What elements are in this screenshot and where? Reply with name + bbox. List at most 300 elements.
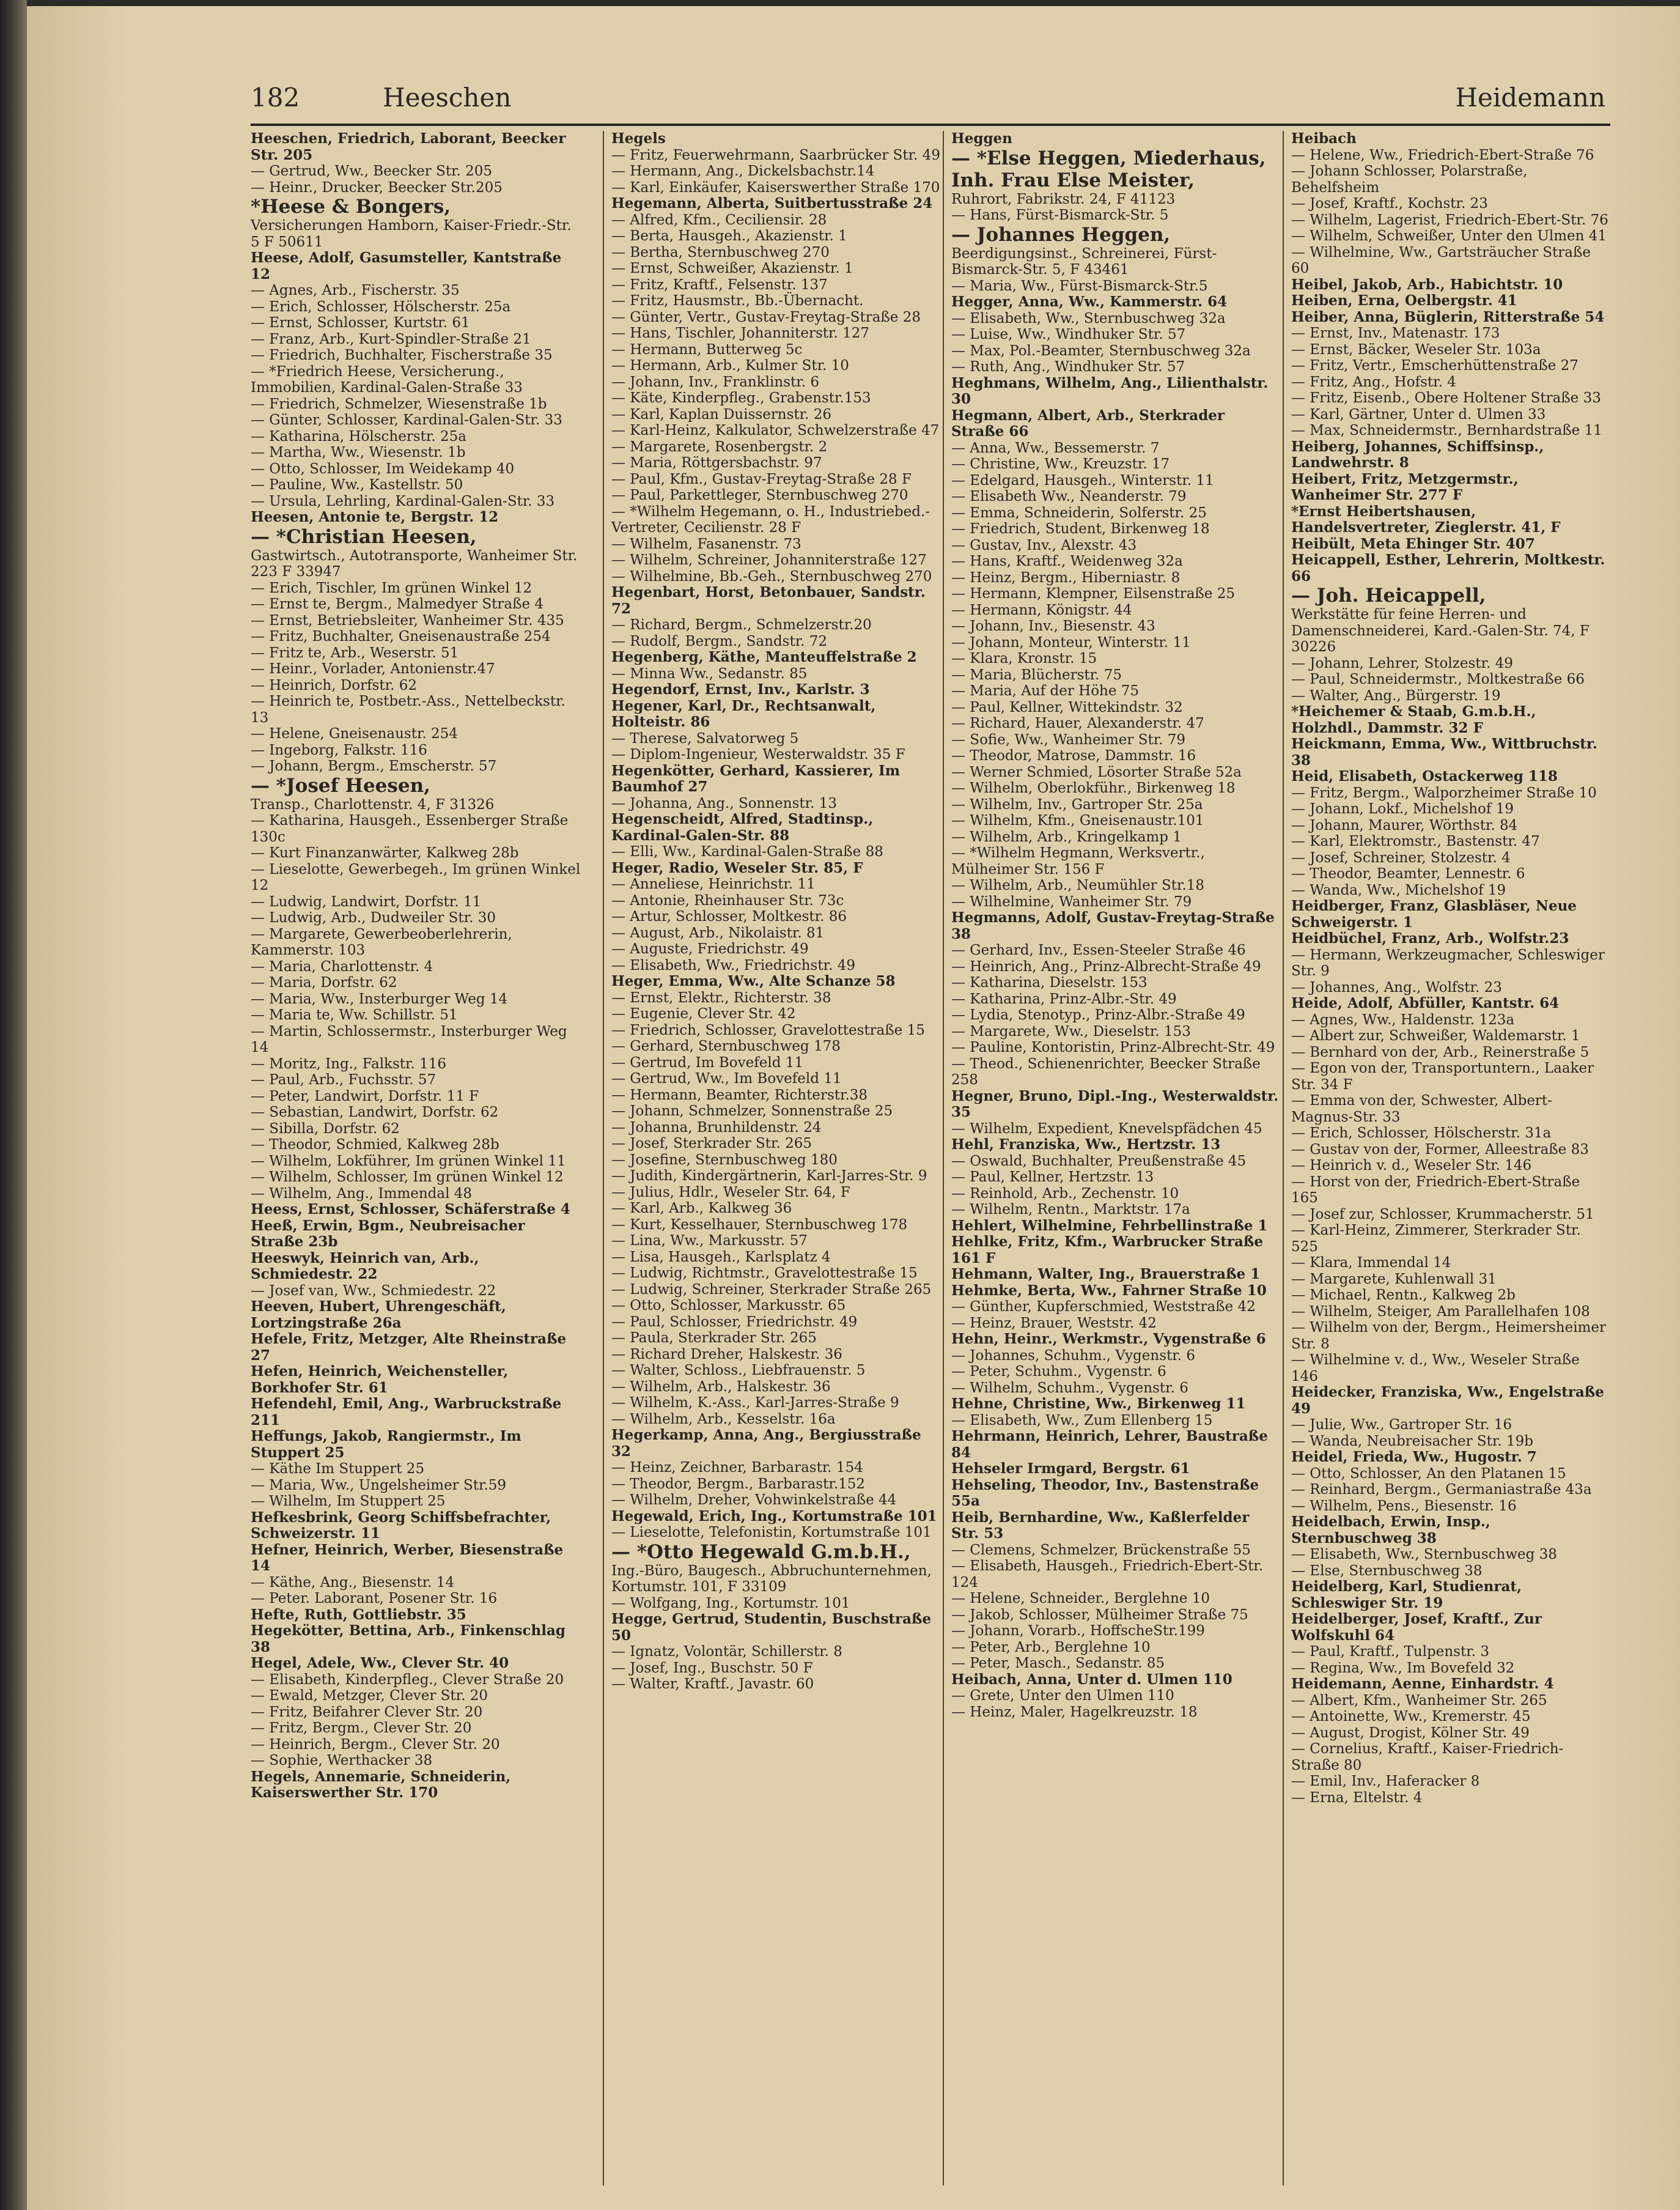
directory-entry: — Hermann, Königstr. 44	[951, 602, 1132, 618]
directory-entry: — Pauline, Kontoristin, Prinz-Albrecht-Str. 49	[951, 1040, 1275, 1055]
directory-entry: — Ingeborg, Falkstr. 116	[251, 742, 427, 758]
directory-entry: — Hermann, Klempner, Eilsenstraße 25	[951, 586, 1235, 602]
directory-entry: Hefele, Fritz, Metzger, Alte Rheinstraße 27	[251, 1331, 572, 1364]
directory-entry: Heese, Adolf, Gasumsteller, Kantstraße 12	[251, 249, 567, 283]
directory-entry: — Sofie, Ww., Wanheimer Str. 79	[951, 731, 1186, 748]
directory-entry: — Wilhelm, K.-Ass., Karl-Jarres-Straße 9	[611, 1395, 899, 1411]
directory-entry: — Josef, Ing., Buschstr. 50 F	[611, 1660, 813, 1676]
directory-entry: — Ursula, Lehrling, Kardinal-Galen-Str. 33	[251, 493, 555, 509]
directory-entry: — Reinhard, Bergm., Germaniastraße 43a	[1291, 1482, 1592, 1498]
directory-entry: — Josefine, Sternbuschweg 180	[611, 1151, 838, 1168]
directory-entry: Ruhrort, Fabrikstr. 24, F 41123	[951, 191, 1176, 207]
directory-entry: Gastwirtsch., Autotransporte, Wanheimer Str. 223 F 33947	[251, 547, 582, 580]
directory-entry: Heidelberg, Karl, Studienrat, Schleswiger Str. 19	[1291, 1578, 1527, 1611]
directory-entry: — Elisabeth, Ww., Sternbuschweg 32a	[951, 310, 1226, 327]
directory-entry: — Erna, Eltelstr. 4	[1291, 1789, 1423, 1806]
directory-entry: Hehlert, Wilhelmine, Fehrbellinstraße 1	[951, 1217, 1268, 1234]
directory-entry: — Otto, Schlosser, Im Weidekamp 40	[251, 460, 515, 477]
directory-entry: — Katharina, Prinz-Albr.-Str. 49	[951, 991, 1177, 1007]
directory-entry: — Johanna, Brunhildenstr. 24	[611, 1119, 822, 1136]
directory-entry: — Lieselotte, Gewerbegeh., Im grünen Winkel 12	[251, 861, 585, 893]
directory-entry: — Maria, Röttgersbachstr. 97	[611, 455, 822, 471]
directory-entry: — Wilhelm, Rentn., Marktstr. 17a	[951, 1202, 1190, 1218]
directory-entry: — Theodor, Beamter, Lennestr. 6	[1291, 866, 1525, 882]
directory-entry: — Margarete, Kuhlenwall 31	[1291, 1271, 1497, 1287]
directory-entry: Hegenbart, Horst, Betonbauer, Sandstr. 72	[611, 584, 930, 617]
directory-entry: — Paul, Schneidermstr., Moltkestraße 66	[1291, 671, 1585, 687]
directory-entry: Heibel, Jakob, Arb., Habichtstr. 10	[1291, 276, 1563, 293]
directory-entry: — Fritz, Bergm., Walporzheimer Straße 10	[1291, 785, 1597, 801]
directory-entry: — Hermann, Arb., Kulmer Str. 10	[611, 358, 849, 374]
directory-entry: — Michael, Rentn., Kalkweg 2b	[1291, 1287, 1516, 1303]
directory-entry: — Johann, Monteur, Winterstr. 11	[951, 634, 1191, 651]
directory-entry: — Alfred, Kfm., Ceciliensir. 28	[611, 212, 827, 228]
directory-entry: — Elisabeth Ww., Neanderstr. 79	[951, 489, 1187, 504]
directory-entry: Hegels	[611, 130, 666, 147]
directory-entry: — Erich, Tischler, Im grünen Winkel 12	[251, 580, 532, 596]
directory-entry: Hegemann, Alberta, Suitbertusstraße 24	[611, 195, 933, 212]
running-header	[251, 75, 1610, 126]
directory-entry: — Emma von der, Schwester, Albert-Magnus-Str. 33	[1291, 1093, 1552, 1125]
directory-entry: — Hermann, Werkzeugmacher, Schleswiger Str. 9	[1291, 947, 1610, 979]
directory-entry: — Erich, Schlosser, Hölscherstr. 31a	[1291, 1125, 1552, 1141]
directory-entry: Hegel, Adele, Ww., Clever Str. 40	[251, 1655, 509, 1671]
directory-entry: — Ernst, Betriebsleiter, Wanheimer Str. 435	[251, 612, 564, 629]
directory-entry: — Ewald, Metzger, Clever Str. 20	[251, 1688, 488, 1704]
directory-entry: Hehmann, Walter, Ing., Brauerstraße 1	[951, 1266, 1261, 1282]
directory-entry: — Theodor, Schmied, Kalkweg 28b	[251, 1137, 499, 1153]
directory-entry: — Hans, Kraftf., Weidenweg 32a	[951, 553, 1183, 569]
directory-entry: — Maria, Ww., Ungelsheimer Str.59	[251, 1477, 507, 1493]
directory-entry: Hehl, Franziska, Ww., Hertzstr. 13	[951, 1136, 1221, 1153]
directory-entry: — Heinr., Vorlader, Antonienstr.47	[251, 661, 495, 677]
directory-entry: — Johann, Inv., Biesenstr. 43	[951, 618, 1155, 634]
directory-entry: — Lieselotte, Telefonistin, Kortumstraße 101	[611, 1524, 932, 1540]
directory-entry: — Jakob, Schlosser, Mülheimer Straße 75	[951, 1606, 1248, 1623]
directory-entry: Heidelberger, Josef, Kraftf., Zur Wolfskuhl 64	[1291, 1611, 1547, 1644]
directory-entry: — Johann, Schmelzer, Sonnenstraße 25	[611, 1103, 893, 1119]
directory-entry: — Horst von der, Friedrich-Ebert-Straße 165	[1291, 1173, 1585, 1206]
directory-entry: — Johanna, Ang., Sonnenstr. 13	[611, 795, 837, 811]
directory-entry: — Franz, Arb., Kurt-Spindler-Straße 21	[251, 331, 531, 347]
directory-entry: — Johann Schlosser, Polarstraße, Behelfsheim	[1291, 163, 1532, 196]
directory-entry: — Margarete, Gewerbeoberlehrerin, Kammerstr. 103	[251, 926, 517, 958]
directory-entry: — *Josef Heesen,	[251, 774, 430, 797]
directory-entry: — Hermann, Butterweg 5c	[611, 341, 803, 358]
directory-entry: — Wilhelm, Lokführer, Im grünen Winkel 11	[251, 1153, 566, 1169]
directory-entry: — Erich, Schlosser, Hölscherstr. 25a	[251, 298, 511, 315]
directory-entry: — Reinhold, Arb., Zechenstr. 10	[951, 1185, 1179, 1202]
directory-entry: — Wilhelm, Arb., Halskestr. 36	[611, 1378, 831, 1395]
directory-entry: Heeschen, Friedrich, Laborant, Beecker Str. 205	[251, 130, 571, 163]
directory-entry: — Werner Schmied, Lösorter Straße 52a	[951, 764, 1242, 780]
directory-entry: — Paul, Parkettleger, Sternbuschweg 270	[611, 487, 908, 503]
directory-entry: — Emil, Inv., Haferacker 8	[1291, 1773, 1480, 1789]
directory-entry: — Bernhard von der, Arb., Reinerstraße 5	[1291, 1044, 1590, 1060]
directory-entry: — Hermann, Beamter, Richterstr.38	[611, 1087, 868, 1103]
directory-entry: Hehseler Irmgard, Bergstr. 61	[951, 1460, 1190, 1477]
directory-entry: — Maria, Ww., Fürst-Bismarck-Str.5	[951, 278, 1208, 294]
directory-entry: Heibült, Meta Ehinger Str. 407	[1291, 535, 1535, 552]
directory-entry: — Maria, Auf der Höhe 75	[951, 683, 1140, 699]
directory-entry: — Joh. Heicappell,	[1291, 585, 1486, 607]
directory-entry: — Anna, Ww., Bessemerstr. 7	[951, 440, 1160, 456]
directory-entry: — Heinz, Zeichner, Barbarastr. 154	[611, 1460, 863, 1476]
directory-entry: — Julie, Ww., Gartroper Str. 16	[1291, 1417, 1512, 1433]
directory-entry: — Wilhelm, Fasanenstr. 73	[611, 536, 801, 552]
directory-entry: — Wilhelm, Steiger, Am Parallelhafen 108	[1291, 1303, 1590, 1320]
directory-entry: — Käthe Im Stuppert 25	[251, 1461, 425, 1477]
directory-entry: — Hans, Fürst-Bismarck-Str. 5	[951, 207, 1169, 223]
directory-entry: *Ernst Heibertshausen, Handelsvertreter, Zieglerstr. 41, F	[1291, 503, 1561, 536]
directory-entry: — Paul, Kfm., Gustav-Freytag-Straße 28 F	[611, 471, 912, 487]
directory-entry: — Helene, Schneider., Berglehne 10	[951, 1591, 1210, 1606]
directory-entry: — Günter, Vertr., Gustav-Freytag-Straße 28	[611, 309, 921, 325]
directory-entry: — Fritz, Buchhalter, Gneisenaustraße 254	[251, 629, 551, 645]
directory-entry: — Wilhelm, Im Stuppert 25	[251, 1493, 446, 1509]
directory-entry: Heger, Radio, Weseler Str. 85, F	[611, 859, 863, 876]
directory-entry: — Gerhard, Sternbuschweg 178	[611, 1038, 841, 1054]
directory-entry: — Josef, Schreiner, Stolzestr. 4	[1291, 849, 1511, 866]
directory-entry: — Karl-Heinz, Zimmerer, Sterkrader Str. 525	[1291, 1222, 1586, 1255]
directory-entry: — Heinrich te, Postbetr.-Ass., Nettelbeckstr. 13	[251, 693, 570, 726]
directory-entry: Heib, Bernhardine, Ww., Kaßlerfelder Str. 53	[951, 1509, 1254, 1542]
directory-entry: — Wilhelm von der, Bergm., Heimersheimer Str. 8	[1291, 1320, 1611, 1352]
directory-entry: — Karl, Arb., Kalkweg 36	[611, 1200, 792, 1216]
directory-entry: — Hans, Tischler, Johanniterstr. 127	[611, 325, 870, 341]
directory-entry: — Fritz, Hausmstr., Bb.-Übernacht.	[611, 293, 864, 309]
directory-entry: — Christine, Ww., Kreuzstr. 17	[951, 456, 1170, 472]
directory-entry: — August, Drogist, Kölner Str. 49	[1291, 1724, 1530, 1741]
directory-entry: — *Else Heggen, Miederhaus,	[951, 147, 1266, 169]
directory-entry: Werkstätte für feine Herren- und Damenschneiderei, Kard.-Galen-Str. 74, F 30226	[1291, 607, 1594, 655]
directory-entry: — Theod., Schienenrichter, Beecker Straße 258	[951, 1055, 1266, 1088]
directory-entry: — Agnes, Arb., Fischerstr. 35	[251, 283, 460, 298]
directory-entry: — Karl, Gärtner, Unter d. Ulmen 33	[1291, 406, 1546, 423]
directory-entry: Heidecker, Franziska, Ww., Engelstraße 49	[1291, 1384, 1609, 1417]
directory-entry: — Friedrich, Schmelzer, Wiesenstraße 1b	[251, 396, 547, 412]
directory-entry: — Johann, Vorarb., HoffscheStr.199	[951, 1623, 1205, 1639]
directory-entry: Heid, Elisabeth, Ostackerweg 118	[1291, 768, 1558, 785]
directory-entry: — Ludwig, Richtmstr., Gravelottestraße 15	[611, 1265, 918, 1281]
column-4	[1283, 131, 1609, 2186]
directory-entry: Heggen	[951, 130, 1012, 147]
directory-entry: — Else, Sternbuschweg 38	[1291, 1562, 1483, 1579]
directory-entry: — *Wilhelm Hegmann, Werksvertr., Mülheimer Str. 156 F	[951, 845, 1210, 878]
directory-entry: Heide, Adolf, Abfüller, Kantstr. 64	[1291, 995, 1560, 1011]
directory-entry: Heicappell, Esther, Lehrerin, Moltkestr. 66	[1291, 552, 1610, 585]
directory-entry: — Wilhelm, Dreher, Vohwinkelstraße 44	[611, 1492, 897, 1508]
directory-entry: — Wilhelm, Kfm., Gneisenaustr.101	[951, 813, 1204, 829]
directory-entry: — Gerhard, Inv., Essen-Steeler Straße 46	[951, 942, 1246, 958]
directory-entry: — Wilhelmine, Ww., Gartsträucher Straße 60	[1291, 244, 1596, 276]
directory-entry: Heibach, Anna, Unter d. Ulmen 110	[951, 1671, 1232, 1688]
directory-entry: Hefner, Heinrich, Werber, Biesenstraße 14	[251, 1541, 569, 1574]
directory-entry: Heess, Ernst, Schlosser, Schäferstraße 4	[251, 1201, 570, 1218]
directory-entry: — Fritz te, Arb., Weserstr. 51	[251, 645, 459, 661]
directory-entry: — *Christian Heesen,	[251, 525, 477, 548]
directory-entry: — Heinrich, Bergm., Clever Str. 20	[251, 1736, 500, 1753]
directory-entry: — Josef zur, Schlosser, Krummacherstr. 51	[1291, 1206, 1594, 1222]
directory-entry: — Katharina, Hölscherstr. 25a	[251, 428, 466, 445]
directory-entry: Hegmanns, Adolf, Gustav-Freytag-Straße 38	[951, 909, 1280, 942]
directory-entry: — Heinr., Drucker, Beecker Str.205	[251, 179, 503, 196]
directory-entry: — Heinz, Brauer, Weststr. 42	[951, 1315, 1157, 1331]
directory-entry: Hehseling, Theodor, Inv., Bastenstraße 55a	[951, 1476, 1264, 1509]
header-first-keyword: Heeschen	[383, 83, 512, 113]
directory-entry: — Peter, Masch., Sedanstr. 85	[951, 1655, 1165, 1671]
directory-entry: Heger, Emma, Ww., Alte Schanze 58	[611, 973, 896, 989]
directory-entry: — Margarete, Rosenbergstr. 2	[611, 438, 828, 455]
directory-entry: — Paul, Kraftf., Tulpenstr. 3	[1291, 1644, 1489, 1660]
directory-entry: Heibert, Fritz, Metzgermstr., Wanheimer Str. 277 F	[1291, 470, 1523, 503]
directory-entry: — Heinz, Maler, Hagelkreuzstr. 18	[951, 1704, 1198, 1720]
directory-entry: — Lisa, Hausgeh., Karlsplatz 4	[611, 1249, 831, 1265]
directory-entry: Hehlke, Fritz, Kfm., Warbrucker Straße 161 F	[951, 1233, 1268, 1266]
directory-entry: — Elisabeth, Ww., Sternbuschweg 38	[1291, 1547, 1557, 1562]
directory-entry: Heidemann, Aenne, Einhardstr. 4	[1291, 1676, 1554, 1692]
directory-entry: — Wilhelmine, Wanheimer Str. 79	[951, 893, 1192, 910]
directory-entry: — Eugenie, Clever Str. 42	[611, 1006, 796, 1022]
directory-entry: — Sibilla, Dorfstr. 62	[251, 1120, 400, 1137]
directory-entry: Inh. Frau Else Meister,	[951, 169, 1195, 191]
directory-entry: — Ernst, Schweißer, Akazienstr. 1	[611, 261, 853, 276]
directory-entry: — Kurt Finanzanwärter, Kalkweg 28b	[251, 845, 519, 861]
directory-entry: — Hermann, Ang., Dickelsbachstr.14	[611, 163, 875, 179]
directory-entry: Beerdigungsinst., Schreinerei, Fürst-Bismarck-Str. 5, F 43461	[951, 245, 1217, 278]
directory-entry: — Walter, Ang., Bürgerstr. 19	[1291, 687, 1501, 704]
directory-entry: Hegenkötter, Gerhard, Kassierer, Im Baumhof 27	[611, 762, 905, 795]
directory-entry: — Elisabeth, Kinderpfleg., Clever Straße 20	[251, 1671, 564, 1688]
directory-entry: Hegewald, Erich, Ing., Kortumstraße 101	[611, 1507, 937, 1524]
directory-entry: — Johann, Inv., Franklinstr. 6	[611, 374, 819, 390]
directory-entry: — Kurt, Kesselhauer, Sternbuschweg 178	[611, 1216, 908, 1233]
directory-entry: — Ludwig, Landwirt, Dorfstr. 11	[251, 893, 482, 910]
directory-entry: — Peter, Arb., Berglehne 10	[951, 1639, 1151, 1655]
directory-entry: Heidbüchel, Franz, Arb., Wolfstr.23	[1291, 930, 1569, 947]
directory-entry: — Theodor, Matrose, Dammstr. 16	[951, 748, 1196, 764]
directory-entry: — Maria, Blücherstr. 75	[951, 667, 1122, 683]
directory-entry: — Heinrich v. d., Weseler Str. 146	[1291, 1158, 1532, 1173]
directory-entry: Heiber, Anna, Büglerin, Ritterstraße 54	[1291, 308, 1605, 325]
directory-entry: — Ruth, Ang., Windhuker Str. 57	[951, 359, 1185, 375]
directory-entry: — Katharina, Dieselstr. 153	[951, 975, 1148, 991]
directory-entry: Hegge, Gertrud, Studentin, Buschstraße 50	[611, 1611, 937, 1644]
directory-entry: — Oswald, Buchhalter, Preußenstraße 45	[951, 1153, 1247, 1169]
directory-entry: — Martha, Ww., Wiesenstr. 1b	[251, 445, 466, 460]
directory-entry: — Paul, Schlosser, Friedrichstr. 49	[611, 1314, 858, 1330]
directory-entry: Ing.-Büro, Baugesch., Abbruchunternehmen, Kortumstr. 101, F 33109	[611, 1562, 937, 1595]
directory-entry: Hegels, Annemarie, Schneiderin, Kaiserswerther Str. 170	[251, 1768, 516, 1801]
directory-entry: — Wanda, Ww., Michelshof 19	[1291, 882, 1506, 898]
directory-entry: — Paul, Kellner, Hertzstr. 13	[951, 1169, 1154, 1185]
directory-entry: Hefkesbrink, Georg Schiffsbefrachter, Schweizerstr. 11	[251, 1509, 556, 1542]
directory-entry: — Josef, Kraftf., Kochstr. 23	[1291, 196, 1488, 212]
directory-entry: — Peter, Schuhm., Vygenstr. 6	[951, 1364, 1166, 1380]
directory-entry: — Wilhelm, Schweißer, Unter den Ulmen 41	[1291, 228, 1607, 244]
directory-entry: — Fritz, Bergm., Clever Str. 20	[251, 1720, 472, 1736]
directory-entry: — Wilhelm, Arb., Neumühler Str.18	[951, 878, 1205, 893]
book-spine-edge	[0, 0, 27, 2210]
directory-entry: — Max, Pol.-Beamter, Sternbuschweg 32a	[951, 342, 1251, 359]
directory-entry: — Fritz, Beifahrer Clever Str. 20	[251, 1704, 483, 1720]
directory-entry: — Elisabeth, Ww., Friedrichstr. 49	[611, 957, 855, 974]
directory-entry: — Fritz, Kraftf., Felsenstr. 137	[611, 276, 828, 293]
directory-entry: — Günter, Schlosser, Kardinal-Galen-Str. 33	[251, 412, 562, 428]
directory-entry: — Grete, Unter den Ulmen 110	[951, 1688, 1174, 1704]
directory-entry: — Wilhelmine v. d., Ww., Weseler Straße 146	[1291, 1352, 1585, 1384]
directory-entry: — Helene, Gneisenaustr. 254	[251, 726, 458, 742]
directory-entry: — Ernst, Elektr., Richterstr. 38	[611, 989, 831, 1006]
directory-entry: — Sophie, Werthacker 38	[251, 1753, 433, 1768]
directory-entry: Versicherungen Hamborn, Kaiser-Friedr.-Str. 5 F 50611	[251, 218, 576, 250]
directory-entry: — Julius, Hdlr., Weseler Str. 64, F	[611, 1184, 850, 1200]
directory-entry: Hefendehl, Emil, Ang., Warbruckstraße 211	[251, 1395, 567, 1428]
directory-entry: — Wilhelm, Schreiner, Johanniterstraße 127	[611, 552, 927, 568]
directory-entry: — Friedrich, Buchhalter, Fischerstraße 35	[251, 347, 553, 363]
directory-entry: Hegner, Bruno, Dipl.-Ing., Westerwaldstr. 35	[951, 1087, 1284, 1120]
directory-entry: — *Otto Hegewald G.m.b.H.,	[611, 1540, 911, 1563]
directory-entry: — Gertrud, Ww., Im Bovefeld 11	[611, 1071, 842, 1087]
directory-entry: — Elisabeth, Ww., Zum Ellenberg 15	[951, 1412, 1213, 1428]
directory-entry: — Lydia, Stenotyp., Prinz-Albr.-Straße 49	[951, 1007, 1245, 1023]
directory-entry: — Fritz, Ang., Hofstr. 4	[1291, 374, 1456, 390]
directory-entry: Hegenberg, Käthe, Manteuffelstraße 2	[611, 649, 917, 665]
directory-entry: Hegendorf, Ernst, Inv., Karlstr. 3	[611, 681, 870, 698]
directory-entry: — Berta, Hausgeh., Akazienstr. 1	[611, 228, 847, 244]
directory-entry: — Lina, Ww., Markusstr. 57	[611, 1233, 808, 1249]
directory-entry: — Johannes, Schuhm., Vygenstr. 6	[951, 1347, 1195, 1364]
directory-entry: — Heinrich, Dorfstr. 62	[251, 677, 418, 693]
directory-entry: — Wilhelm, Arb., Kringelkamp 1	[951, 829, 1182, 845]
directory-entry: Heffungs, Jakob, Rangiermstr., Im Stuppert 25	[251, 1428, 526, 1461]
column-1	[251, 130, 585, 2186]
directory-entry: Heesen, Antonie te, Bergstr. 12	[251, 509, 499, 525]
directory-entry: *Heese & Bongers,	[251, 196, 451, 218]
directory-entry: — Johannes, Ang., Wolfstr. 23	[1291, 979, 1502, 996]
directory-entry: — Paul, Arb., Fuchsstr. 57	[251, 1072, 437, 1088]
directory-entry: — Wilhelm, Expedient, Knevelspfädchen 45	[951, 1120, 1262, 1137]
directory-entry: Hegener, Karl, Dr., Rechtsanwalt, Holteistr. 86	[611, 697, 881, 730]
directory-entry: — Anneliese, Heinrichstr. 11	[611, 876, 816, 892]
directory-entry: — Heinz, Bergm., Hiberniastr. 8	[951, 569, 1181, 586]
directory-entry: — Egon von der, Transportuntern., Laaker Str. 34 F	[1291, 1060, 1599, 1093]
directory-entry: — Luise, Ww., Windhuker Str. 57	[951, 327, 1186, 342]
page-number: 182	[251, 83, 300, 113]
directory-entry: Hegmann, Albert, Arb., Sterkrader Straße 66	[951, 407, 1230, 440]
directory-entry: Hehmke, Berta, Ww., Fahrner Straße 10	[951, 1282, 1267, 1299]
directory-entry: — Ernst, Inv., Matenastr. 173	[1291, 325, 1500, 341]
directory-entry: — Wilhelm, Ang., Immendal 48	[251, 1185, 473, 1202]
directory-entry: — Friedrich, Schlosser, Gravelottestraße 15	[611, 1022, 925, 1038]
directory-entry: — Otto, Schlosser, An den Platanen 15	[1291, 1465, 1566, 1482]
directory-entry: — Gustav, Inv., Alexstr. 43	[951, 537, 1137, 553]
directory-entry: — Therese, Salvatorweg 5	[611, 730, 799, 747]
directory-entry: — Gustav von der, Former, Alleestraße 83	[1291, 1141, 1589, 1158]
directory-entry: — Wolfgang, Ing., Kortumstr. 101	[611, 1595, 850, 1611]
directory-entry: Hehne, Christine, Ww., Birkenweg 11	[951, 1395, 1246, 1412]
directory-entry: — Wilhelm, Schuhm., Vygenstr. 6	[951, 1380, 1188, 1396]
directory-entry: Hegerkamp, Anna, Ang., Bergiusstraße 32	[611, 1427, 926, 1460]
directory-entry: — Wilhelm, Inv., Gartroper Str. 25a	[951, 796, 1203, 813]
directory-entry: — Moritz, Ing., Falkstr. 116	[251, 1055, 447, 1072]
directory-entry: — Richard Dreher, Halskestr. 36	[611, 1346, 842, 1362]
directory-entry: — Emma, Schneiderin, Solferstr. 25	[951, 504, 1207, 521]
directory-entry: — Friedrich, Student, Birkenweg 18	[951, 521, 1210, 537]
directory-entry: Hegger, Anna, Ww., Kammerstr. 64	[951, 294, 1228, 310]
directory-entry: — Ludwig, Arb., Dudweiler Str. 30	[251, 910, 496, 926]
directory-entry: — Cornelius, Kraftf., Kaiser-Friedrich-Straße 80	[1291, 1741, 1564, 1773]
directory-entry: Heeswyk, Heinrich van, Arb., Schmiedestr. 22	[251, 1249, 484, 1282]
directory-entry: — Käthe, Ang., Biesenstr. 14	[251, 1574, 455, 1591]
directory-entry: — Minna Ww., Sedanstr. 85	[611, 665, 808, 682]
directory-entry: — Theodor, Bergm., Barbarastr.152	[611, 1476, 866, 1492]
directory-entry: — Wilhelmine, Bb.-Geh., Sternbuschweg 270	[611, 568, 932, 585]
directory-entry: — Maria, Charlottenstr. 4	[251, 958, 433, 975]
directory-entry: — Bertha, Sternbuschweg 270	[611, 244, 830, 261]
directory-entry: Heidberger, Franz, Glasbläser, Neue Schweigerstr. 1	[1291, 898, 1582, 931]
directory-entry: — August, Arb., Nikolaistr. 81	[611, 925, 825, 941]
directory-entry: — Johannes Heggen,	[951, 223, 1171, 246]
directory-entry: — Margarete, Ww., Dieselstr. 153	[951, 1023, 1191, 1040]
directory-entry: — Martin, Schlossermstr., Insterburger Weg 14	[251, 1023, 572, 1055]
directory-entry: Hefen, Heinrich, Weichensteller, Borkhofer Str. 61	[251, 1363, 514, 1396]
directory-entry: *Heichemer & Staab, G.m.b.H., Holzhdl., Dammstr. 32 F	[1291, 703, 1541, 736]
directory-entry: — Diplom-Ingenieur, Westerwaldstr. 35 F	[611, 747, 905, 763]
directory-entry: — Clemens, Schmelzer, Brückenstraße 55	[951, 1542, 1251, 1558]
directory-entry: — Fritz, Feuerwehrmann, Saarbrücker Str. 49	[611, 147, 941, 163]
directory-entry: — Antoinette, Ww., Kremerstr. 45	[1291, 1709, 1531, 1724]
directory-entry: — Wilhelm, Arb., Kesselstr. 16a	[611, 1411, 836, 1427]
directory-entry: — Karl-Heinz, Kalkulator, Schwelzerstraße 47	[611, 423, 940, 438]
directory-entry: — Agnes, Ww., Haldenstr. 123a	[1291, 1011, 1515, 1028]
directory-entry: — Maria, Ww., Insterburger Weg 14	[251, 991, 508, 1007]
header-last-keyword: Heidemann	[1455, 83, 1605, 113]
directory-entry: — Otto, Schlosser, Markusstr. 65	[611, 1298, 846, 1314]
directory-entry: Heiberg, Johannes, Schiffsinsp., Landwehrstr. 8	[1291, 438, 1549, 471]
directory-entry: — Fritz, Vertr., Emscherhüttenstraße 27	[1291, 358, 1579, 374]
directory-entry: — Katharina, Hausgeh., Essenberger Straße 130c	[251, 813, 573, 845]
directory-entry: — Richard, Bergm., Schmelzerstr.20	[611, 617, 872, 633]
directory-entry: Hegekötter, Bettina, Arb., Finkenschlag 38	[251, 1622, 570, 1655]
directory-entry: — *Friedrich Heese, Versicherung., Immobilien, Kardinal-Galen-Straße 33	[251, 363, 523, 396]
directory-entry: — Johann, Lehrer, Stolzestr. 49	[1291, 655, 1513, 671]
directory-entry: — Maria, Dorfstr. 62	[251, 975, 397, 991]
directory-entry: — Regina, Ww., Im Bovefeld 32	[1291, 1660, 1515, 1676]
directory-entry: — Wanda, Neubreisacher Str. 19b	[1291, 1433, 1533, 1449]
directory-entry: — Walter, Schloss., Liebfrauenstr. 5	[611, 1362, 866, 1378]
directory-entry: — Auguste, Friedrichstr. 49	[611, 941, 809, 957]
directory-entry: — Paula, Sterkrader Str. 265	[611, 1330, 817, 1346]
directory-entry: — Fritz, Eisenb., Obere Holtener Straße 33	[1291, 390, 1601, 406]
column-2	[603, 131, 941, 2186]
directory-entry: — Artur, Schlosser, Moltkestr. 86	[611, 909, 847, 925]
directory-entry: — Ernst, Schlosser, Kurtstr. 61	[251, 315, 470, 331]
directory-entry: Heidel, Frieda, Ww., Hugostr. 7	[1291, 1449, 1537, 1465]
directory-entry: — Heinrich, Ang., Prinz-Albrecht-Straße 49	[951, 958, 1261, 975]
directory-entry: — Ignatz, Volontär, Schillerstr. 8	[611, 1644, 842, 1660]
directory-entry: — Edelgard, Hausgeh., Winterstr. 11	[951, 472, 1214, 489]
directory-entry: — Klara, Immendal 14	[1291, 1255, 1451, 1271]
directory-entry: — Johann, Bergm., Emscherstr. 57	[251, 758, 497, 774]
directory-entry: — Wilhelm, Pens., Biesenstr. 16	[1291, 1498, 1517, 1514]
directory-entry: — Maria te, Ww. Schillstr. 51	[251, 1007, 458, 1023]
directory-entry: — Elli, Ww., Kardinal-Galen-Straße 88	[611, 844, 883, 860]
directory-entry: Heickmann, Emma, Ww., Wittbruchstr. 38	[1291, 736, 1602, 769]
directory-columns	[224, 131, 1610, 2186]
directory-entry: Heibach	[1291, 130, 1357, 147]
directory-entry: — Wilhelm, Schlosser, Im grünen Winkel 12	[251, 1169, 564, 1185]
